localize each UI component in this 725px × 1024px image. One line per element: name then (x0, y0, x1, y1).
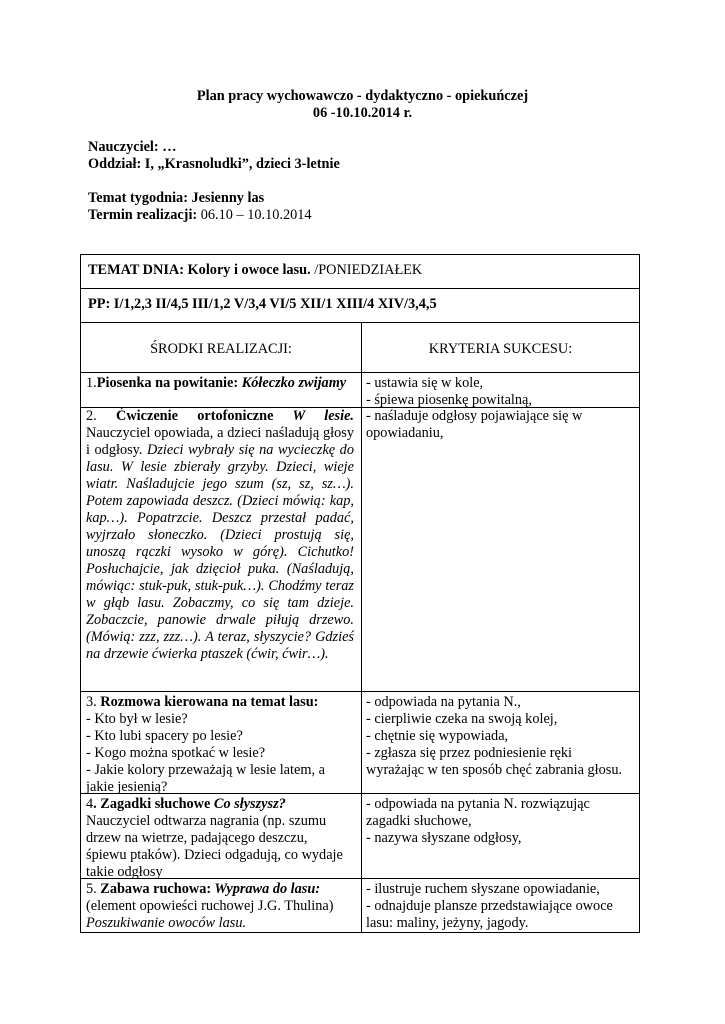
pp-line: PP: I/1,2,3 II/4,5 III/1,2 V/3,4 VI/5 XII/1 XIII/4 XIV/3,4,5 (88, 296, 437, 312)
criteria-line: - odpowiada na pytania N., (366, 694, 521, 710)
description-line: śpiewu ptaków). Dzieci odgadują, co wydaje (86, 847, 343, 863)
activity-2-name: W lesie. (273, 408, 354, 424)
activity-4-name: Co słyszysz? (210, 796, 286, 812)
group-line: Oddział: I, „Krasnoludki”, dzieci 3-letnie (88, 156, 340, 172)
criteria-line: - chętnie się wypowiada, (366, 728, 509, 744)
criteria-line: - cierpliwie czeka na swoją kolej, (366, 711, 558, 727)
row-divider (80, 691, 640, 692)
criteria-line: - ilustruje ruchem słyszane opowiadanie, (366, 881, 600, 897)
criteria-4 (366, 796, 638, 847)
day-theme-label: TEMAT DNIA: Kolory i owoce lasu. (88, 262, 311, 278)
activity-4-title: . Zagadki słuchowe (93, 796, 211, 812)
criteria-2 (366, 408, 636, 442)
criteria-line: - odnajduje plansze przedstawiające owoce (366, 898, 613, 914)
criteria-line: - odpowiada na pytania N. rozwiązując (366, 796, 590, 812)
activity-5-heading (86, 881, 358, 898)
question-line: - Kto lubi spacery po lesie? (86, 728, 243, 744)
criteria-line: - naśladuje odgłosy pojawiające się w (366, 408, 583, 424)
activity-5-title: Zabawa ruchowa: (100, 881, 212, 897)
row-divider (80, 372, 640, 373)
term-value: 06.10 – 10.10.2014 (197, 207, 312, 223)
theme-line (88, 190, 264, 207)
criteria-line: zagadki słuchowe, (366, 813, 472, 829)
theme-label: Temat tygodnia: (88, 190, 188, 206)
question-line: jakie jesienią? (86, 779, 168, 795)
criteria-line: - śpiewa piosenkę powitalną, (366, 392, 532, 408)
teacher-line: Nauczyciel: … (88, 139, 177, 155)
activity-3-title: Rozmowa kierowana na temat lasu: (100, 694, 319, 710)
activity-2-intro: Nauczyciel opowiada, a dzieci naśladują głosy i odgłosy. (86, 425, 354, 458)
activity-1 (86, 375, 358, 392)
criteria-line: - ustawia się w kole, (366, 375, 484, 391)
document-title: Plan pracy wychowawczo - dydaktyczno - opiekuńczej (196, 88, 529, 104)
activity-4 (86, 796, 358, 881)
date-range: 06 -10.10.2014 r. (312, 105, 413, 121)
description-line: drzew na wietrze, padającego deszczu, (86, 830, 308, 846)
activity-4-heading (86, 796, 358, 813)
activity-3 (86, 694, 358, 796)
question-line: - Kto był w lesie? (86, 711, 188, 727)
column-header-left: ŚRODKI REALIZACJI: (150, 341, 292, 357)
activity-2-number: 2. (86, 408, 117, 424)
row-divider (80, 288, 640, 289)
day-theme-suffix: /PONIEDZIAŁEK (310, 262, 423, 278)
column-divider (361, 322, 362, 933)
activity-2 (86, 408, 354, 663)
question-line: - Jakie kolory przeważają w lesie latem, a (86, 762, 325, 778)
row-divider (80, 322, 640, 323)
criteria-line: - zgłasza się przez podniesienie ręki (366, 745, 573, 761)
description-line: (element opowieści ruchowej J.G. Thulina) (86, 898, 334, 914)
activity-1-name: Kółeczko zwijamy (238, 375, 347, 391)
criteria-line: lasu: maliny, jeżyny, jagody. (366, 915, 529, 931)
activity-3-heading (86, 694, 358, 711)
activity-1-number: 1. (86, 375, 97, 391)
criteria-3 (366, 694, 638, 779)
criteria-line: opowiadaniu, (366, 425, 444, 441)
day-theme (88, 262, 633, 279)
criteria-line: wyrażając w ten sposób chęć zabrania głosu. (366, 762, 623, 778)
activity-5-number: 5. (86, 881, 101, 897)
activity-2-story: Dzieci wybrały się na wycieczkę do lasu. W lesie zbierały grzyby. Dzieci, wieje wiatr. Naśladujcie jego szum (sz, sz, sz…). Potem zapowiada deszcz. (Dzieci mówią: kap, kap…). Popatrzcie. Deszcz przestał padać, wyjrzało słoneczko. (Dzieci prostują się, unoszą rączki wysoko w górę). Cichutko! Posłuchajcie, jak dzięcioł puka. (Naśladują, mówiąc: stuk-puk, stuk-puk…). Chodźmy teraz w głąb lasu. Zobaczmy, co się tam dzieje. Zobaczcie, panowie drwale piłują drzewo. (Mówią: zzz, zzz…). A teraz, słyszycie? Gdzieś na drzewie ćwierka ptaszek (ćwir, ćwir…). (86, 442, 354, 662)
criteria-line: - nazywa słyszane odgłosy, (366, 830, 522, 846)
term-line (88, 207, 312, 224)
activity-1-title: Piosenka na powitanie: (96, 375, 239, 391)
criteria-1 (366, 375, 636, 409)
activity-4-number: 4 (86, 796, 94, 812)
description-line: takie odgłosy (86, 864, 163, 880)
column-header-right: KRYTERIA SUKCESU: (428, 341, 573, 357)
term-label: Termin realizacji: (88, 207, 198, 223)
activity-5-name: Wyprawa do lasu: (211, 881, 321, 897)
activity-3-number: 3. (86, 694, 101, 710)
theme-value: Jesienny las (187, 190, 265, 206)
activity-2-title: Ćwiczenie ortofoniczne (116, 408, 274, 424)
criteria-5 (366, 881, 638, 932)
description-line: Poszukiwanie owoców lasu. (86, 915, 247, 931)
activity-5 (86, 881, 358, 932)
description-line: Nauczyciel odtwarza nagrania (np. szumu (86, 813, 327, 829)
question-line: - Kogo można spotkać w lesie? (86, 745, 266, 761)
